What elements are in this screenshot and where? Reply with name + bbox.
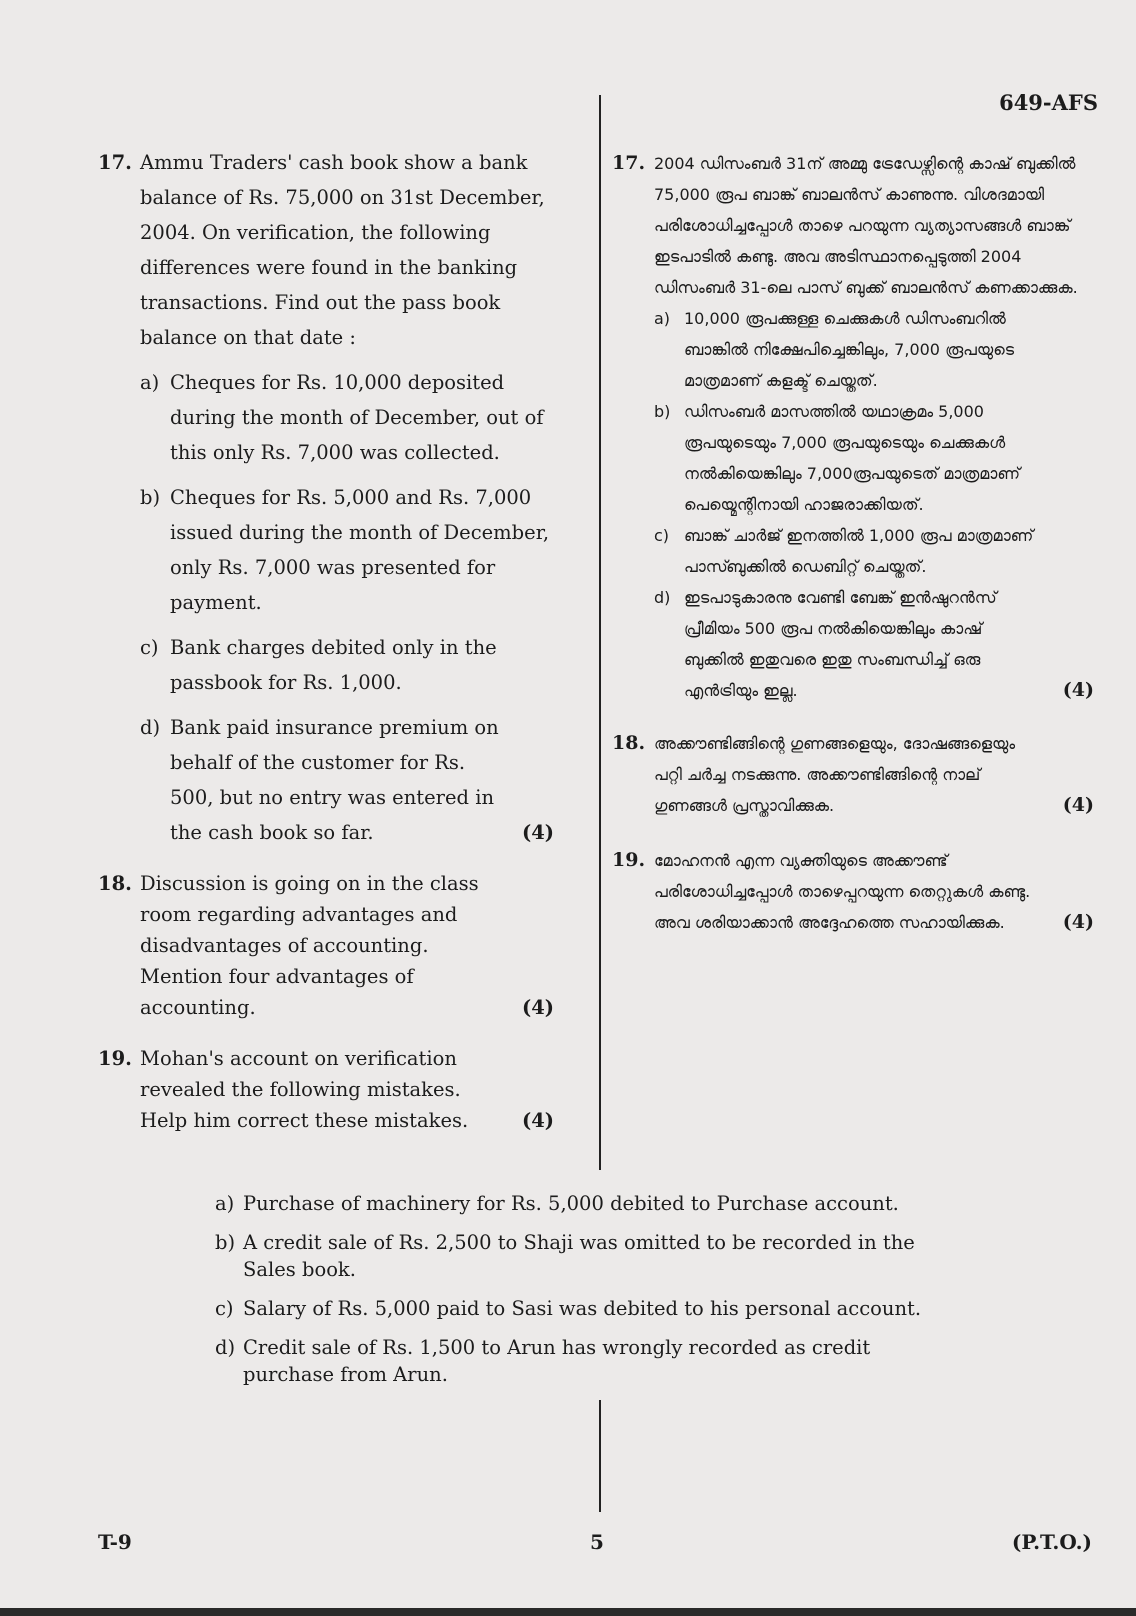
- page-number: 5: [590, 1530, 604, 1554]
- english-column: [98, 145, 554, 1136]
- q17-item-b-en: [140, 480, 554, 620]
- question-text: Ammu Traders' cash book show a bank balance of Rs. 75,000 on 31st December, 2004. On verification, the following differences were found in the banking transactions. Find out the pass book balance on that date :: [140, 151, 545, 349]
- item-text: Purchase of machinery for Rs. 5,000 debited to Purchase account.: [243, 1192, 899, 1215]
- item-text: Credit sale of Rs. 1,500 to Arun has wrongly recorded as credit purchase from Arun.: [243, 1336, 871, 1386]
- item-text: A credit sale of Rs. 2,500 to Shaji was omitted to be recorded in the Sales book.: [243, 1231, 915, 1281]
- marks: (4): [521, 821, 554, 844]
- marks: (4): [1062, 911, 1094, 933]
- marks: (4): [1062, 679, 1094, 701]
- q17-item-d-en: [140, 710, 554, 850]
- question-19-en: [98, 1043, 554, 1136]
- item-text: Salary of Rs. 5,000 paid to Sasi was debited to his personal account.: [243, 1297, 922, 1320]
- question-17-en: [98, 145, 554, 355]
- item-text: Bank charges debited only in the passbook for Rs. 1,000.: [170, 636, 497, 694]
- item-label: a): [140, 371, 160, 394]
- item-label: c): [140, 636, 159, 659]
- item-label: a): [654, 309, 671, 328]
- item-label: a): [215, 1192, 235, 1215]
- question-text: Mohan's account on verification revealed the following mistakes. Help him correct these mistakes.: [140, 1047, 469, 1132]
- item-text: ബാങ്ക് ചാർജ് ഇനത്തിൽ 1,000 രൂപ മാത്രമാണ് പാസ്ബുക്കിൽ ഡെബിറ്റ് ചെയ്തത്.: [684, 526, 1034, 576]
- malayalam-column: [612, 148, 1094, 938]
- scan-edge: [0, 1608, 1136, 1616]
- question-number: 18.: [98, 872, 132, 895]
- item-text: 10,000 രൂപക്കുള്ള ചെക്കുകൾ ഡിസംബറിൽ ബാങ്കിൽ നിക്ഷേപിച്ചെങ്കിലും, 7,000 രൂപയുടെ മാത്രമാണ് കളക്ട് ചെയ്തത്.: [684, 309, 1015, 390]
- item-text: Cheques for Rs. 10,000 deposited during the month of December, out of this only Rs. 7,000 was collected.: [170, 371, 544, 464]
- q19-item-d: [215, 1334, 995, 1388]
- item-label: d): [140, 716, 161, 739]
- column-divider-top: [599, 95, 601, 1170]
- item-label: b): [215, 1231, 236, 1254]
- q19-items: [215, 1190, 995, 1400]
- q17-item-d-ml: [654, 582, 1094, 706]
- footer-left: T-9: [98, 1530, 132, 1554]
- q19-item-b: [215, 1229, 995, 1283]
- question-17-ml: [612, 148, 1094, 303]
- item-label: b): [654, 402, 671, 421]
- question-number: 19.: [612, 849, 646, 871]
- q19-item-c: [215, 1295, 995, 1322]
- q17-item-c-ml: [654, 520, 1094, 582]
- question-text: അക്കൗണ്ടിങ്ങിന്റെ ഗുണങ്ങളെയും, ദോഷങ്ങളെയും പറ്റി ചർച്ച നടക്കുന്നു. അക്കൗണ്ടിങ്ങിന്റെ നാല് ഗുണങ്ങൾ പ്രസ്താവിക്കുക.: [654, 734, 1016, 815]
- q17-item-b-ml: [654, 396, 1094, 520]
- item-label: c): [654, 526, 670, 545]
- marks: (4): [521, 1109, 554, 1132]
- item-text: ഡിസംബർ മാസത്തിൽ യഥാക്രമം 5,000 രൂപയുടെയും 7,000 രൂപയുടെയും ചെക്കുകൾ നൽകിയെങ്കിലും 7,000രൂപയുടെത് മാത്രമാണ് പെയ്മെന്റിനായി ഹാജരാക്കിയത്.: [684, 402, 1021, 514]
- question-number: 19.: [98, 1047, 132, 1070]
- question-18-ml: [612, 728, 1094, 821]
- question-text: മോഹനൻ എന്ന വ്യക്തിയുടെ അക്കൗണ്ട് പരിശോധിച്ചപ്പോൾ താഴെപ്പറയുന്ന തെറ്റുകൾ കണ്ടു. അവ ശരിയാക്കാൻ അദ്ദേഹത്തെ സഹായിക്കുക.: [654, 851, 1031, 932]
- question-text: 2004 ഡിസംബർ 31ന് അമ്മു ട്രേഡേഴ്സിന്റെ കാഷ് ബുക്കിൽ 75,000 രൂപ ബാങ്ക് ബാലൻസ് കാണുന്നു. വിശദമായി പരിശോധിച്ചപ്പോൾ താഴെ പറയുന്ന വ്യത്യാസങ്ങൾ ബാങ്ക് ഇടപാടിൽ കണ്ടു. അവ അടിസ്ഥാനപ്പെടുത്തി 2004 ഡിസംബർ 31-ലെ പാസ് ബുക്ക് ബാലൻസ് കണക്കാക്കുക.: [654, 154, 1078, 297]
- q17-item-a-en: [140, 365, 554, 470]
- marks: (4): [1062, 794, 1094, 816]
- item-text: Cheques for Rs. 5,000 and Rs. 7,000 issued during the month of December, only Rs. 7,000 was presented for payment.: [170, 486, 550, 614]
- column-divider-bottom: [599, 1400, 601, 1512]
- item-label: d): [654, 588, 671, 607]
- question-number: 18.: [612, 732, 646, 754]
- question-text: Discussion is going on in the class room regarding advantages and disadvantages of accounting. Mention four advantages of accounting.: [140, 872, 479, 1019]
- item-label: c): [215, 1297, 234, 1320]
- item-label: d): [215, 1336, 236, 1359]
- question-number: 17.: [612, 152, 646, 174]
- item-label: b): [140, 486, 161, 509]
- item-text: Bank paid insurance premium on behalf of the customer for Rs. 500, but no entry was entered in the cash book so far.: [170, 716, 499, 844]
- footer-right: (P.T.O.): [1011, 1530, 1092, 1554]
- marks: (4): [521, 996, 554, 1019]
- q19-item-a: [215, 1190, 995, 1217]
- question-18-en: [98, 868, 554, 1023]
- item-text: ഇടപാടുകാരനു വേണ്ടി ബേങ്ക് ഇൻഷുറൻസ് പ്രീമിയം 500 രൂപ നൽകിയെങ്കിലും കാഷ് ബുക്കിൽ ഇതുവരെ ഇതു സംബന്ധിച്ച് ഒരു എൻട്രിയും ഇല്ല.: [684, 588, 997, 700]
- q17-item-a-ml: [654, 303, 1094, 396]
- paper-code: 649-AFS: [999, 90, 1098, 115]
- question-number: 17.: [98, 151, 132, 174]
- q17-item-c-en: [140, 630, 554, 700]
- question-19-ml: [612, 845, 1094, 938]
